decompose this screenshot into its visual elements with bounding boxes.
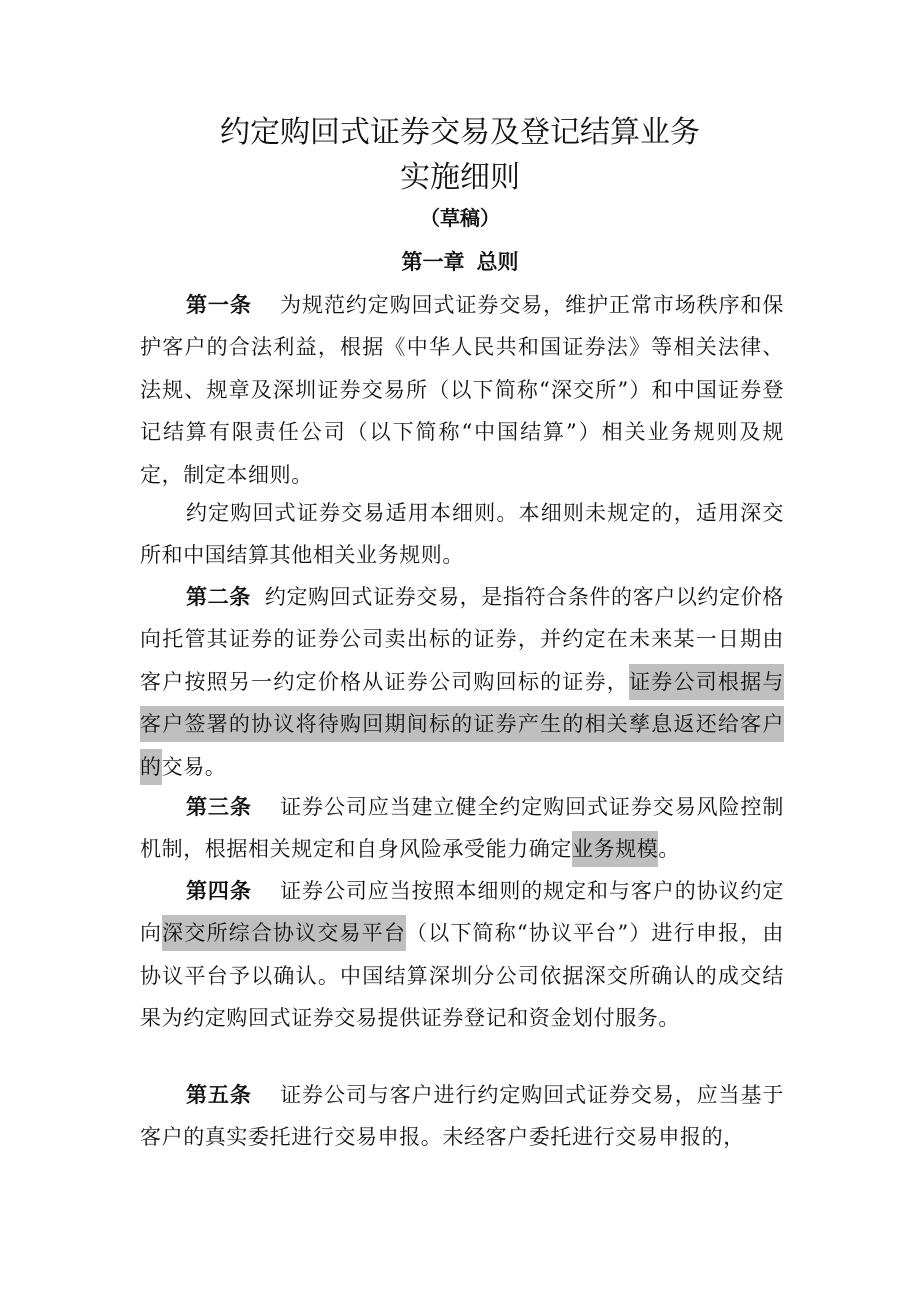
article-4 [140, 870, 784, 1040]
draft-label: （草稿） [420, 206, 500, 230]
highlighted-text: 深交所综合协议交易平台 [162, 915, 406, 951]
article-label: 第二条 [186, 585, 251, 609]
article-label: 第一条 [186, 293, 252, 317]
highlighted-text: 证券公司根据与客户签署的协议将待购回期间标的证券产生的相关孳息返还给客户的 [140, 664, 784, 785]
document-title-line2: 实施细则 [400, 160, 520, 195]
article-5 [140, 1074, 784, 1159]
chapter-heading [0, 246, 920, 278]
article-text: 约定购回式证券交易，是指符合条件的客户以约定价格向托管其证券的证券公司卖出标的证券，并约定在未来某一日期由客户按照另一约定价格从证券公司购回标的证券， [140, 585, 784, 694]
article-2 [140, 576, 784, 788]
article-text: 证券公司应当建立健全约定购回式证券交易风险控制机制，根据相关规定和自身风险承受能力确定 [140, 795, 784, 862]
chapter-name: 总则 [476, 250, 519, 274]
article-1 [140, 284, 784, 496]
article-label: 第三条 [186, 795, 252, 819]
article-text: 证券公司应当按照本细则的规定和与客户的协议约定向 [140, 879, 784, 946]
article-text: 证券公司与客户进行约定购回式证券交易，应当基于客户的真实委托进行交易申报。未经客户委托进行交易申报的， [140, 1083, 784, 1150]
article-label: 第五条 [186, 1083, 252, 1107]
article-text: 约定购回式证券交易适用本细则。本细则未规定的，适用深交所和中国结算其他相关业务规则。 [140, 501, 784, 568]
article-label: 第四条 [186, 879, 252, 903]
article-3 [140, 786, 784, 871]
article-1-paragraph-2 [140, 492, 784, 577]
document-title-line1: 约定购回式证券交易及登记结算业务 [220, 115, 700, 150]
article-text-end: （以下简称“协议平台”）进行申报，由协议平台予以确认。中国结算深圳分公司依据深交所确认的成交结果为约定购回式证券交易提供证券登记和资金划付服务。 [140, 921, 784, 1031]
chapter-number: 第一章 [401, 250, 465, 274]
highlighted-text: 业务规模 [572, 831, 658, 867]
article-text-end: 。 [658, 837, 681, 862]
article-text: 为规范约定购回式证券交易，维护正常市场秩序和保护客户的合法利益，根据《中华人民共和国证券法》等相关法律、法规、规章及深圳证券交易所（以下简称“深交所”）和中国证券登记结算有限责任公司（以下简称“中国结算”）相关业务规则及规定，制定本细则。 [140, 293, 784, 487]
article-text-end: 交易。 [161, 754, 227, 779]
